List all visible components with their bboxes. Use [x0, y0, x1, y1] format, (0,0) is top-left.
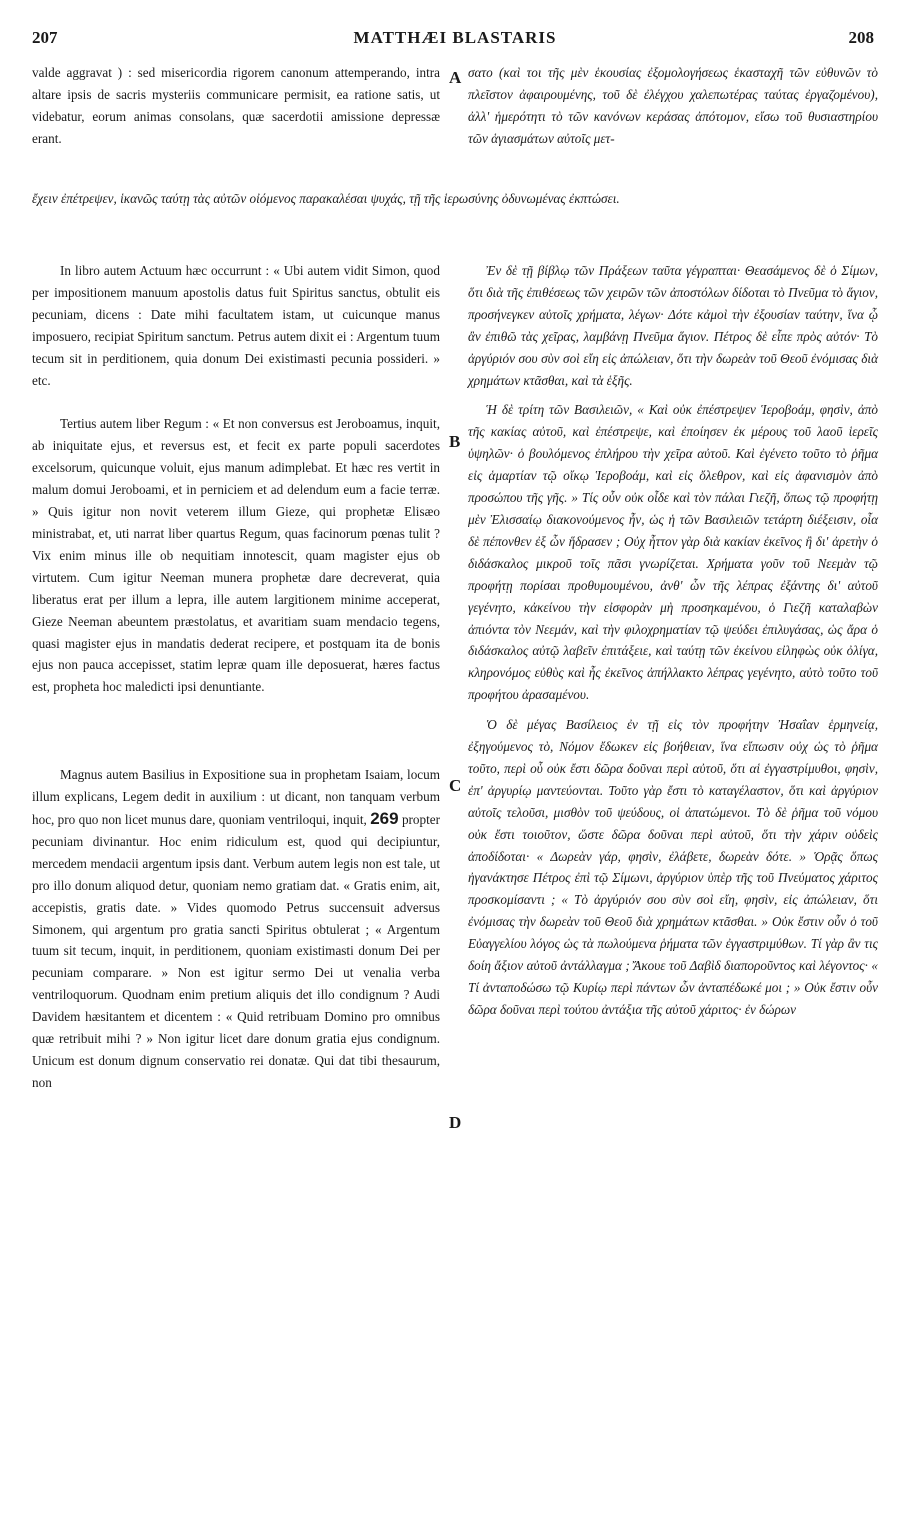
- margin-letter-c: C: [449, 776, 462, 795]
- column-number: 269: [370, 809, 399, 829]
- greek-paragraph: Ὁ δὲ μέγας Βασίλειος ἐν τῇ εἰς τὸν προφήτην Ἠσαΐαν ἑρμηνείᾳ, ἐξηγούμενος τὸ, Νόμον ἔδωκεν εἰς βοήθειαν, ἵνα εἴπωσιν οὐχ ὡς τὸ ῥῆμα τοῦτο, περὶ οὗ οὐκ ἔστι δῶρα δοῦναι περὶ αὐτοῦ, ὅτι αἱ ἐγγαστρίμυθοι, φησὶν, ἐπ' ἀργυρίῳ μαντεύονται. Τοῦτο γὰρ ἔστι τὸ καταγέλαστον, ὅτι καὶ ἀργύριον αὐτοῖς τελοῦσι, μισθὸν τοῦ ψεύδους, οἱ ἀπατώμενοι. Τὸ δὲ ῥῆμα τοῦ νόμου οὐκ ἔστι τοιοῦτον, ὥστε δῶρα δοῦναι περὶ αὐτοῦ, ὅτι τὴν χάριν οὐδεὶς ἀποδίδοται· « Δωρεὰν γάρ, φησὶν, ἐλάβετε, δωρεὰν δότε. » Ὁρᾷς ὅπως ἠγανάκτησε Πέτρος ἐπὶ τῷ Σίμωνι, ἀργύριον ὑπὲρ τῆς τοῦ Πνεύματος χάριτος προσκομίσαντι ; « Τὸ ἀργύριόν σου σὺν σοὶ εἴη, φησὶν, εἰς ἀπώλειαν, ὅτι ἐνόμισας τὴν δωρεὰν τοῦ Θεοῦ διὰ χρημάτων κτᾶσθαι. » Οὐκ ἔστιν οὖν ὁ τοῦ Εὐαγγελίου λόγος ὡς τὰ πωλούμενα ῥήματα τῶν ἐγγαστριμύθων. Τί γὰρ ἂν τις δοίη ἄξιον αὐτοῦ ἀντάλλαγμα ; Ἄκουε τοῦ Δαβὶδ διαπορoῦντος καὶ λέγοντος· « Τί ἀνταποδώσω τῷ Κυρίῳ περὶ πάντων ὧν ἀνταπέδωκέ μοι ; » Οὐκ ἔστιν οὖν δῶρα δοῦναι περὶ τούτου ἀντάξια τῆς αὐτοῦ χάριτος· ἐν δώρων: [468, 717, 878, 1017]
- greek-paragraph: σατο (καὶ τοι τῆς μὲν ἑκουσίας ἐξομολογήσεως ἑκασταχῆ τῶν εὐθυνῶν τὸ πλεῖστον ἀφαιρουμένης, τοῦ δὲ ἐλέγχου χαλεπωτέρας ταύτας ἐργαζομένου), ἀλλ' ἡμερότητι τὸ τῶν κανόνων κεράσας ἀπότομον, εἴσω τοῦ θυσιαστηρίου τῶν ἁγιασμάτων αὐτοῖς μετ-: [468, 65, 878, 146]
- latin-column: [32, 62, 440, 1094]
- latin-paragraph: [32, 764, 440, 1094]
- latin-paragraph: Tertius autem liber Regum : « Et non conversus est Jeroboamus, inquit, ab iniquitate ejus, et reversus est, et fecit ex parte populi sacerdotes excelsorum, quicunque voluit, ejus manum adimplebat. Et hæc res vertit in malum domui Jeroboami, et in perniciem et ad delendum eum a facie terræ. » Quis igitur non novit veterem illum Gieze, qui prophetæ Elisæo ministrabat, et, uti narrat liber quartus Regum, quas facinorum pœnas tulit ? Vix enim minus ille ob nequitiam innotescit, quam magister ejus ob virtutem. Cum igitur Neeman munera prophetæ dare decreverat, quia liberatus erat per illum a lepra, ille autem largitionem minime acceperat, Gieze Neeman abeuntem præstolatus, et avaritiam suam mendacio tegens, quasi magister ejus in mandatis dederat recipere, et postquam ita de bonis ejus non pauca accepisset, statim lepræ quam ille deposuerat, hæres factus est, propheta hoc maledicti ipsi denuntiante.: [32, 416, 440, 695]
- latin-paragraph: In libro autem Actuum hæc occurrunt : « Ubi autem vidit Simon, quod per impositionem manuum apostolis datus fuit Spiritus sanctus, obtulit eis pecuniam, dicens : Date mihi facultatem istam, ut cuicunque manus imposuero, recipiat Spiritum sanctum. Petrus autem dixit ei : Argentum tuum tecum sit in perditionem, quia donum Dei existimasti pecunia possideri. » etc.: [32, 263, 440, 388]
- latin-paragraph-text: Magnus autem Basilius in Expositione sua in prophetam Isaiam, locum illum explicans, Legem dedit in auxilium : ut dicant, non tanquam verbum hoc, pro quo non licet munus dare, quoniam ventriloqui, inquit,: [32, 767, 440, 828]
- greek-paragraph: Ἐν δὲ τῇ βίβλῳ τῶν Πράξεων ταῦτα γέγραπται· Θεασάμενος δὲ ὁ Σίμων, ὅτι διὰ τῆς ἐπιθέσεως τῶν χειρῶν τῶν ἀποστόλων δίδοται τὸ Πνεῦμα τὸ ἅγιον, προσήνεγκεν αὐτοῖς χρήματα, λέγων· Δότε κἀμοὶ τὴν ἐξουσίαν ταύτην, ἵνα ᾧ ἂν ἐπιθῶ τὰς χεῖρας, λαμβάνῃ Πνεῦμα ἅγιον. Πέτρος δὲ εἶπε πρὸς αὐτόν· Τὸ ἀργύριόν σου σὺν σοὶ εἴη εἰς ἀπώλειαν, ὅτι τὴν δωρεὰν τοῦ Θεοῦ ἐνόμισας διὰ χρημάτων κτᾶσθαι, καὶ τὰ ἑξῆς.: [468, 263, 878, 388]
- greek-spanning-line: ἔχειν ἐπέτρεψεν, ἱκανῶς ταύτῃ τὰς αὐτῶν οἰόμενος παρακαλέσαι ψυχάς, τῇ τῆς ἱερωσύνης ὀδυνωμένας ἐκπτώσει.: [32, 191, 620, 206]
- page-number-left: 207: [32, 28, 58, 47]
- running-title: MATTHÆI BLASTARIS: [353, 28, 557, 47]
- margin-letter-b: B: [449, 432, 461, 451]
- margin-letter-d: D: [449, 1113, 462, 1132]
- margin-letter-a: A: [449, 68, 462, 87]
- latin-paragraph-text: propter pecuniam divinantur. Hoc enim ridiculum est, quod qui decipiuntur, mercedem mendacii argentum ipsis dant. Verbum autem legis non est tale, ut pro illo donum aliquod detur, quoniam nemo gratiam dat. « Gratis enim, ait, accepistis, gratis date. » Vides quomodo Petrus succensuit adversus Simonem, qui argentum pro gratia sancti Spiritus obtulerat ; « Argentum tuum sit tecum, inquit, in perditionem, quoniam existimasti donum Dei per pecuniam comparare. » Non est igitur sermo Dei ut venalia verba ventriloquorum. Quodnam enim pretium aliquis det illo condignum ? Audi Davidem hæsitantem et dicentem : « Quid retribuam Domino pro omnibus quæ retribuit mihi ? » Non igitur licet dare donum gratia ejus condignum. Unicum est donum dignum conservatio rei donatæ. Qui dat tibi thesaurum, non: [32, 812, 441, 1090]
- latin-paragraph: valde aggravat ) : sed misericordia rigorem canonum attemperando, intra altare ipsis de sacris mysteriis communicare permisit, ea ratione satis, ut videbatur, eorum animas consolans, quæ sacerdotii amissione depressæ erant.: [32, 65, 440, 146]
- greek-paragraph: Ἡ δὲ τρίτη τῶν Βασιλειῶν, « Καὶ οὐκ ἐπέστρεψεν Ἱεροβοάμ, φησὶν, ἀπὸ τῆς κακίας αὐτοῦ, καὶ ἐπέστρεψε, καὶ ἐποίησεν ἐκ μέρους τοῦ λαοῦ ἱερεῖς ὑψηλῶν· ὁ βουλόμενος ἐπλήρου τὴν χεῖρα αὐτοῦ. Καὶ ἐγένετο τοῦτο τὸ ῥῆμα εἰς ἁμαρτίαν τῷ οἴκῳ Ἱεροβοάμ, καὶ εἰς ὄλεθρον, καὶ εἰς ἀφανισμὸν ἀπὸ προσώπου τῆς γῆς. » Τίς οὖν οὐκ οἶδε καὶ τὸν πάλαι Γιεζῆ, ὅπως τῷ προφήτῃ μὲν Ἐλισσαίῳ διακονούμενος ἦν, ὡς ἡ τῶν Βασιλειῶν τετάρτη διέξεισιν, οἷα δὲ πέπονθεν ἐξ ὧν ἥδρασεν ; Οὐχ ἧττον γὰρ διὰ κακίαν ἐκεῖνος ἢ δι' ἀρετὴν ὁ διδάσκαλος μικροῦ τοῖς πᾶσι γνωρίζεται. Χρήματα γοῦν τοῦ Νεεμὰν τῷ προφήτῃ πορίσαι προθυμουμένου, ἀνθ' ὧν τῆς λέπρας ἐξάντης δι' αὐτοῦ γεγένητο, κἀκείνου τὴν εἰσφορὰν μὴ προσηκαμένου, ὁ Γιεζῆ καταλαβὼν ἀπιόντα τὸν Νεεμάν, καὶ τὴν φιλοχρηματίαν τῷ ψεύδει ἐπιλυγάσας, ὡς ἄρα ὁ διδάσκαλος αὐτῷ λαβεῖν ἐπιτάξειε, καὶ ταύτῃ τῶν ἐκείνου εἰληφὼς οὐκ ὀλίγα, κληρονόμος εὐθὺς καὶ ἧς ἐκεῖνος ἀπήλλακτο λέπρας γεγένητο, αὐτὸ τοῦτο τοῦ προφήτου ἀρασαμένου.: [468, 402, 878, 703]
- page-header: [0, 28, 910, 52]
- page-number-right: 208: [848, 28, 874, 47]
- greek-column: [468, 62, 878, 1021]
